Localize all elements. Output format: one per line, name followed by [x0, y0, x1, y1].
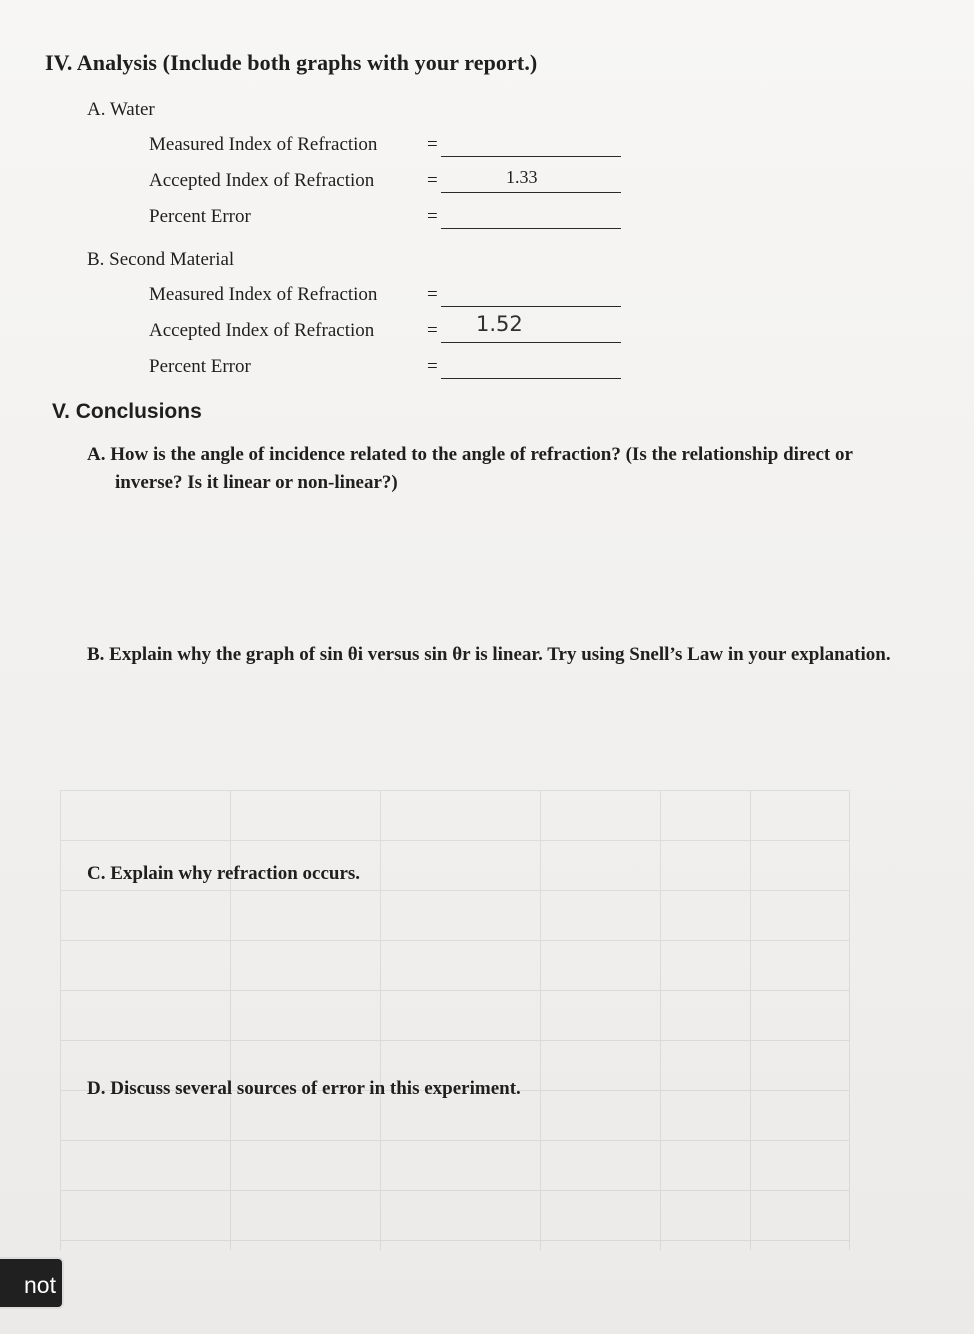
water-accepted-equals: =	[427, 170, 438, 191]
water-accepted-row	[149, 167, 629, 198]
second-percent-error-label: Percent Error	[149, 356, 251, 377]
second-accepted-handwritten-value: 1.52	[476, 312, 523, 336]
side-tab-button[interactable]: not	[0, 1257, 64, 1309]
second-material-subheading: B. Second Material	[87, 249, 235, 270]
bleed-through-grid	[60, 790, 850, 1250]
second-accepted-blank[interactable]	[441, 322, 621, 343]
second-accepted-equals: =	[427, 320, 438, 341]
water-accepted-value: 1.33	[506, 167, 538, 187]
second-measured-equals: =	[427, 284, 438, 305]
water-subheading: A. Water	[87, 99, 155, 120]
water-measured-equals: =	[427, 134, 438, 155]
conclusions-heading: V. Conclusions	[52, 400, 202, 423]
water-percent-error-row	[149, 206, 629, 234]
water-accepted-label: Accepted Index of Refraction	[149, 170, 375, 191]
second-percent-error-blank[interactable]	[441, 358, 621, 379]
second-measured-blank[interactable]	[441, 286, 621, 307]
second-measured-label: Measured Index of Refraction	[149, 284, 378, 305]
question-a-line1: A. How is the angle of incidence related to the angle of refraction? (Is the relationship direct or	[87, 444, 853, 465]
question-a	[87, 441, 947, 497]
water-percent-error-label: Percent Error	[149, 206, 251, 227]
question-d: D. Discuss several sources of error in this experiment.	[87, 1078, 521, 1099]
second-measured-row	[149, 284, 629, 312]
question-c: C. Explain why refraction occurs.	[87, 863, 361, 884]
question-b: B. Explain why the graph of sin θi versus sin θr is linear. Try using Snell’s Law in your explanation.	[87, 644, 891, 665]
second-accepted-label: Accepted Index of Refraction	[149, 320, 375, 341]
second-percent-error-equals: =	[427, 356, 438, 377]
second-percent-error-row	[149, 356, 629, 384]
second-accepted-row	[149, 312, 629, 348]
water-measured-blank[interactable]	[441, 136, 621, 157]
water-percent-error-equals: =	[427, 206, 438, 227]
water-measured-label: Measured Index of Refraction	[149, 134, 378, 155]
water-measured-row	[149, 134, 629, 162]
question-a-line2: inverse? Is it linear or non-linear?)	[115, 472, 398, 493]
water-percent-error-blank[interactable]	[441, 208, 621, 229]
analysis-heading: IV. Analysis (Include both graphs with your report.)	[45, 50, 538, 75]
